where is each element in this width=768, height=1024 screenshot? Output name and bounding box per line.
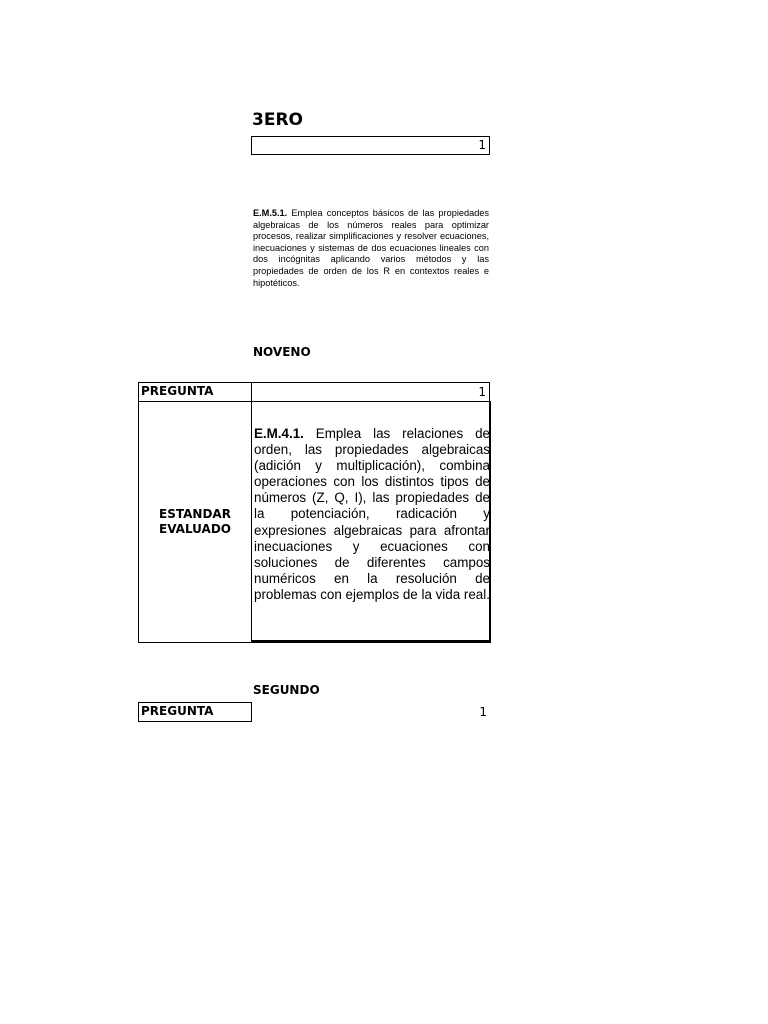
segundo-value: 1	[479, 705, 487, 719]
noveno-standard	[252, 426, 492, 603]
section-title-noveno: NOVENO	[253, 345, 311, 359]
tercero-standard-text: Emplea conceptos básicos de las propiedades algebraicas de los números reales para optimizar procesos, realizar simplificaciones y resolver ecuaciones, inecuaciones y sistemas de dos ecuaciones lineales con dos incógnitas aplicando varios métodos y las propiedades de orden de los R en contextos reales e hipotéticos.	[253, 208, 490, 288]
tercero-standard	[253, 208, 489, 289]
noveno-standard-label: ESTANDAR EVALUADO	[159, 507, 231, 536]
tercero-standard-code: E.M.5.1.	[253, 208, 288, 218]
noveno-standard-text: Emplea las relaciones de orden, las propiedades algebraicas (adición y multiplicación), combina operaciones con los distintos tipos de números (Z, Q, I), las propiedades de la potenciación, radicación y expresiones algebraicas para afrontar inecuaciones y ecuaciones con soluciones de diferentes campos numéricos en la resolución de problemas con ejemplos de la vida real.	[254, 426, 490, 602]
segundo-question-label: PREGUNTA	[138, 702, 252, 722]
section-title-segundo: SEGUNDO	[253, 683, 320, 697]
section-title-tercero: 3ERO	[252, 110, 303, 130]
noveno-standard-label-cell	[138, 401, 252, 643]
tercero-value-cell: 1	[251, 136, 490, 155]
noveno-question-label: PREGUNTA	[138, 382, 252, 402]
noveno-value-cell: 1	[251, 382, 490, 402]
noveno-standard-code: E.M.4.1.	[254, 426, 304, 441]
noveno-standard-cell	[251, 401, 491, 643]
